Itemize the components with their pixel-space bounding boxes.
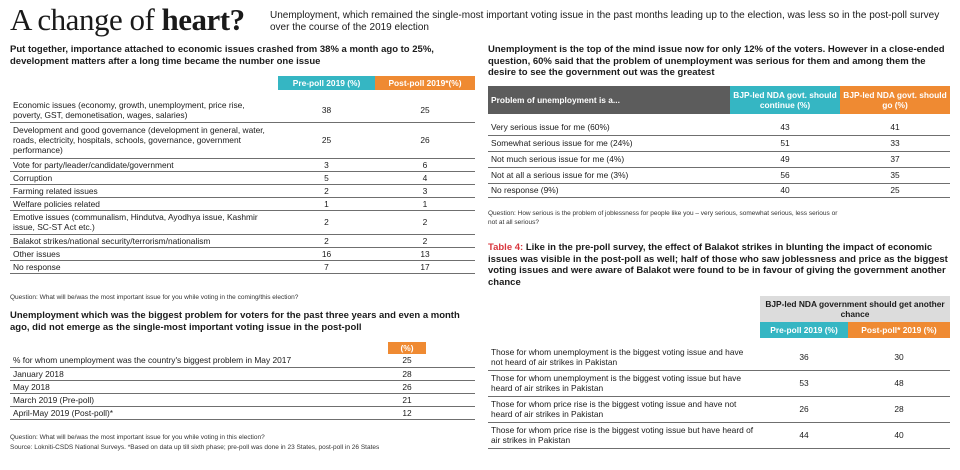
table3-col-continue: BJP-led NDA govt. should continue (%) bbox=[730, 86, 840, 114]
table1-issues bbox=[10, 76, 475, 274]
table2-heading: Unemployment which was the biggest problem for voters for the past three years and even a month ago, did not emerge as the single-most important voting issue in the post-poll bbox=[10, 310, 460, 333]
table-row: Farming related issues 2 3 bbox=[10, 184, 475, 197]
intro-text: Unemployment, which remained the single-most important voting issue in the past months leading up to the election, was less so in the post-poll survey over the course of the 2019 election bbox=[270, 10, 940, 33]
table4-group-header: BJP-led NDA government should get another chance bbox=[760, 296, 950, 322]
table-row: Not at all a serious issue for me (3%) 56 35 bbox=[488, 167, 950, 183]
table-row: Development and good governance (development in general, water, roads, electricity, hospitals, schools, governance, government performance) 25 26 bbox=[10, 122, 475, 158]
table-row: Those for whom price rise is the biggest voting issue but have heard of air strikes in Pakistan 44 40 bbox=[488, 422, 950, 448]
table3-note: Question: How serious is the problem of joblessness for people like you – very serious, somewhat serious, less serious or not at all serious? bbox=[488, 210, 838, 226]
table-row: Those for whom unemployment is the biggest voting issue but have heard of air strikes in Pakistan 53 48 bbox=[488, 370, 950, 396]
table1-heading: Put together, importance attached to economic issues crashed from 38% a month ago to 25%, development matters after a long time became the number one issue bbox=[10, 44, 434, 67]
table2-col: (%) bbox=[388, 342, 426, 354]
table1-col-post: Post-poll 2019*(%) bbox=[375, 76, 475, 90]
table-row: No response 7 17 bbox=[10, 260, 475, 273]
table1-col-pre: Pre-poll 2019 (%) bbox=[278, 76, 375, 90]
table-row: Economic issues (economy, growth, unemployment, price rise, poverty, GST, demonetisation, wages, salaries) 38 25 bbox=[10, 98, 475, 122]
table3-seriousness bbox=[488, 86, 950, 198]
table-row: Other issues 16 13 bbox=[10, 247, 475, 260]
table3-heading: Unemployment is the top of the mind issue now for only 12% of the voters. However in a close-ended question, 60% said that the problem of unemployment was serious for them and among them the desire to see the government out was the greatest bbox=[488, 44, 945, 78]
table-row: January 2018 28 bbox=[10, 367, 475, 380]
source-note: Source: Lokniti-CSDS National Surveys. *Based on data up till sixth phase; pre-poll was done in 23 States, post-poll in 26 States bbox=[10, 444, 380, 451]
table-row: Emotive issues (communalism, Hindutva, Ayodhya issue, Kashmir issue, SC-ST Act etc.) 2 2 bbox=[10, 210, 475, 234]
table2-unemployment bbox=[10, 342, 475, 420]
table-row: Those for whom unemployment is the biggest voting issue and have not heard of air strikes in Pakistan 36 30 bbox=[488, 344, 950, 370]
table3-col-label: Problem of unemployment is a... bbox=[488, 86, 730, 114]
table-row: % for whom unemployment was the country's biggest problem in May 2017 25 bbox=[10, 354, 475, 367]
table4-col-pre: Pre-poll 2019 (%) bbox=[760, 322, 848, 338]
page-title: A change of heart? bbox=[10, 2, 245, 37]
table3-col-go: BJP-led NDA govt. should go (%) bbox=[840, 86, 950, 114]
table4-balakot bbox=[488, 296, 950, 449]
table-row: April-May 2019 (Post-poll)* 12 bbox=[10, 406, 475, 419]
table4-heading: Table 4: Like in the pre-poll survey, the effect of Balakot strikes in blunting the impact of economic issues was visible in the post-poll as well; half of those who saw joblessness and price as the biggest voting issues and were aware of Balakot were found to be in favour of giving the government another chance bbox=[488, 242, 948, 288]
table-row: Vote for party/leader/candidate/government 3 6 bbox=[10, 158, 475, 171]
table-row: Balakot strikes/national security/terrorism/nationalism 2 2 bbox=[10, 234, 475, 247]
table-row: March 2019 (Pre-poll) 21 bbox=[10, 393, 475, 406]
table-row: Very serious issue for me (60%) 43 41 bbox=[488, 119, 950, 135]
table-row: No response (9%) 40 25 bbox=[488, 183, 950, 197]
table-row: Not much serious issue for me (4%) 49 37 bbox=[488, 151, 950, 167]
table-row: May 2018 26 bbox=[10, 380, 475, 393]
table-row: Somewhat serious issue for me (24%) 51 33 bbox=[488, 135, 950, 151]
table-row: Welfare policies related 1 1 bbox=[10, 197, 475, 210]
table2-note: Question: What will be/was the most important issue for you while voting in this election? bbox=[10, 434, 265, 441]
table-row: Corruption 5 4 bbox=[10, 171, 475, 184]
table4-col-post: Post-poll* 2019 (%) bbox=[848, 322, 950, 338]
table1-note: Question: What will be/was the most important issue for you while voting in the coming/this election? bbox=[10, 294, 299, 301]
table-row: Those for whom price rise is the biggest voting issue and have not heard of air strikes in Pakistan 26 28 bbox=[488, 396, 950, 422]
